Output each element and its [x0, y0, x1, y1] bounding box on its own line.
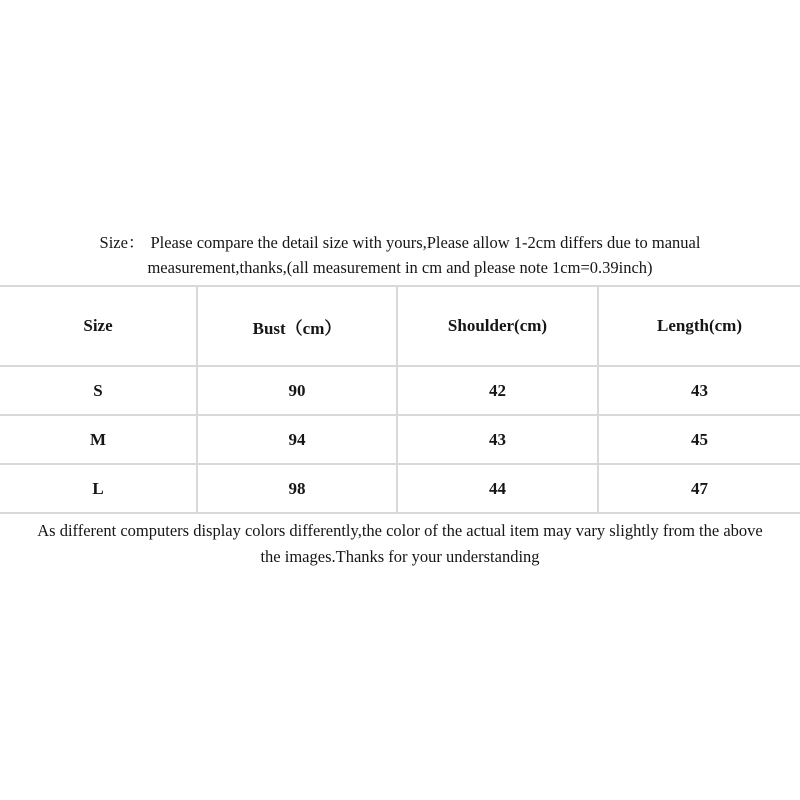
cell-size-l: L — [0, 464, 197, 513]
table-row-s — [0, 366, 800, 415]
table-row-m — [0, 415, 800, 464]
column-header-size: Size — [0, 286, 197, 366]
color-disclaimer-line-2: the images.Thanks for your understanding — [260, 547, 540, 566]
cell-shoulder-l: 44 — [397, 464, 598, 513]
column-header-bust: Bust（cm） — [197, 286, 397, 366]
size-notice — [0, 230, 800, 280]
cell-size-s: S — [0, 366, 197, 415]
column-header-length: Length(cm) — [598, 286, 800, 366]
color-disclaimer-line-1: As different computers display colors differently,the color of the actual item may vary slightly from the above — [37, 521, 763, 540]
cell-length-m: 45 — [598, 415, 800, 464]
cell-shoulder-s: 42 — [397, 366, 598, 415]
table-header-row — [0, 286, 800, 366]
cell-size-m: M — [0, 415, 197, 464]
column-header-shoulder: Shoulder(cm) — [397, 286, 598, 366]
cell-bust-l: 98 — [197, 464, 397, 513]
size-notice-label: Size： — [99, 233, 145, 252]
cell-shoulder-m: 43 — [397, 415, 598, 464]
cell-bust-s: 90 — [197, 366, 397, 415]
size-notice-line-1 — [0, 230, 800, 255]
cell-length-s: 43 — [598, 366, 800, 415]
size-notice-line-2: measurement,thanks,(all measurement in cm and please note 1cm=0.39inch) — [147, 258, 653, 277]
cell-bust-m: 94 — [197, 415, 397, 464]
size-chart-table — [0, 285, 800, 514]
table-row-l — [0, 464, 800, 513]
size-notice-text-1: Please compare the detail size with yours,Please allow 1-2cm differs due to manual — [150, 233, 701, 252]
color-disclaimer — [0, 518, 800, 570]
cell-length-l: 47 — [598, 464, 800, 513]
